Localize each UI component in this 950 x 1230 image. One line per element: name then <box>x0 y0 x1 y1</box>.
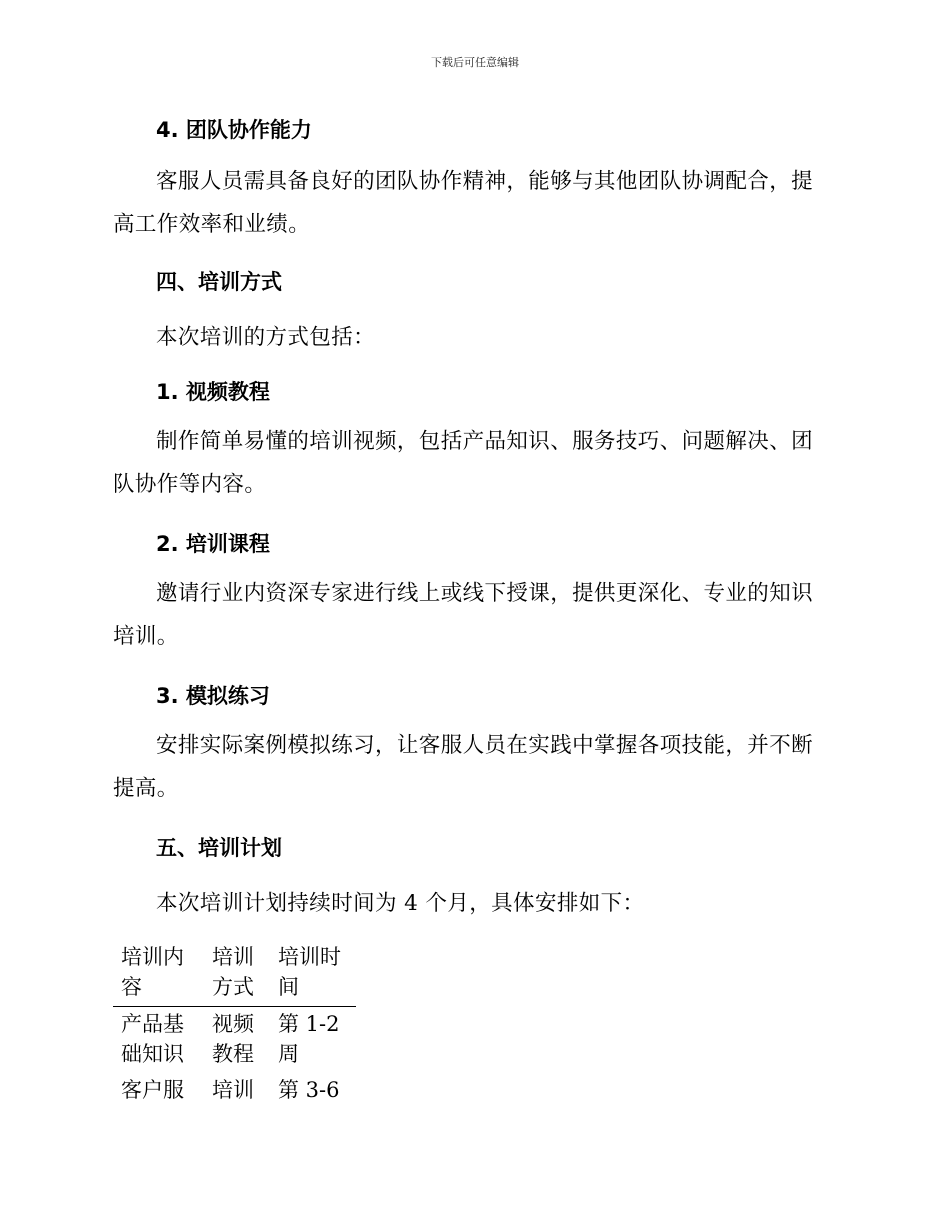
table-cell: 产品基础知识 <box>121 1012 184 1066</box>
paragraph-training-courses: 邀请行业内资深专家进行线上或线下授课，提供更深化、专业的知识培训。 <box>113 581 814 649</box>
table-cell: 视频教程 <box>212 1012 254 1066</box>
table-row <box>113 1073 356 1109</box>
page-header: 下载后可任意编辑 <box>431 56 519 69</box>
table-cell: 培训 <box>212 1078 254 1102</box>
paragraph-video-tutorials: 制作简单易懂的培训视频，包括产品知识、服务技巧、问题解决、团队协作等内容。 <box>113 429 814 497</box>
table-cell: 第 1-2 周 <box>278 1012 340 1066</box>
table-row <box>113 1007 356 1074</box>
table-header-cell: 培训内容 <box>113 940 204 1007</box>
paragraph-simulation-practice: 安排实际案例模拟练习，让客服人员在实践中掌握各项技能，并不断提高。 <box>113 733 814 801</box>
table-header-cell: 培训时间 <box>270 940 356 1007</box>
paragraph-methods-intro: 本次培训的方式包括： <box>156 325 376 350</box>
training-schedule-table <box>113 940 356 1109</box>
table-cell: 客户服 <box>121 1078 184 1102</box>
paragraph-team-collaboration: 客服人员需具备良好的团队协作精神，能够与其他团队协调配合，提高工作效率和业绩。 <box>113 169 814 237</box>
section-heading-team-collaboration: 4. 团队协作能力 <box>156 118 312 142</box>
table-header-cell: 培训方式 <box>204 940 270 1007</box>
table-cell: 第 3-6 <box>278 1078 340 1102</box>
section-heading-training-plan: 五、培训计划 <box>156 836 282 860</box>
section-heading-training-methods: 四、培训方式 <box>156 270 282 294</box>
subheading-simulation-practice: 3. 模拟练习 <box>156 684 270 708</box>
subheading-video-tutorials: 1. 视频教程 <box>156 380 270 404</box>
table-header-row <box>113 940 356 1007</box>
subheading-training-courses: 2. 培训课程 <box>156 532 270 556</box>
paragraph-plan-intro: 本次培训计划持续时间为 4 个月，具体安排如下： <box>156 891 645 916</box>
